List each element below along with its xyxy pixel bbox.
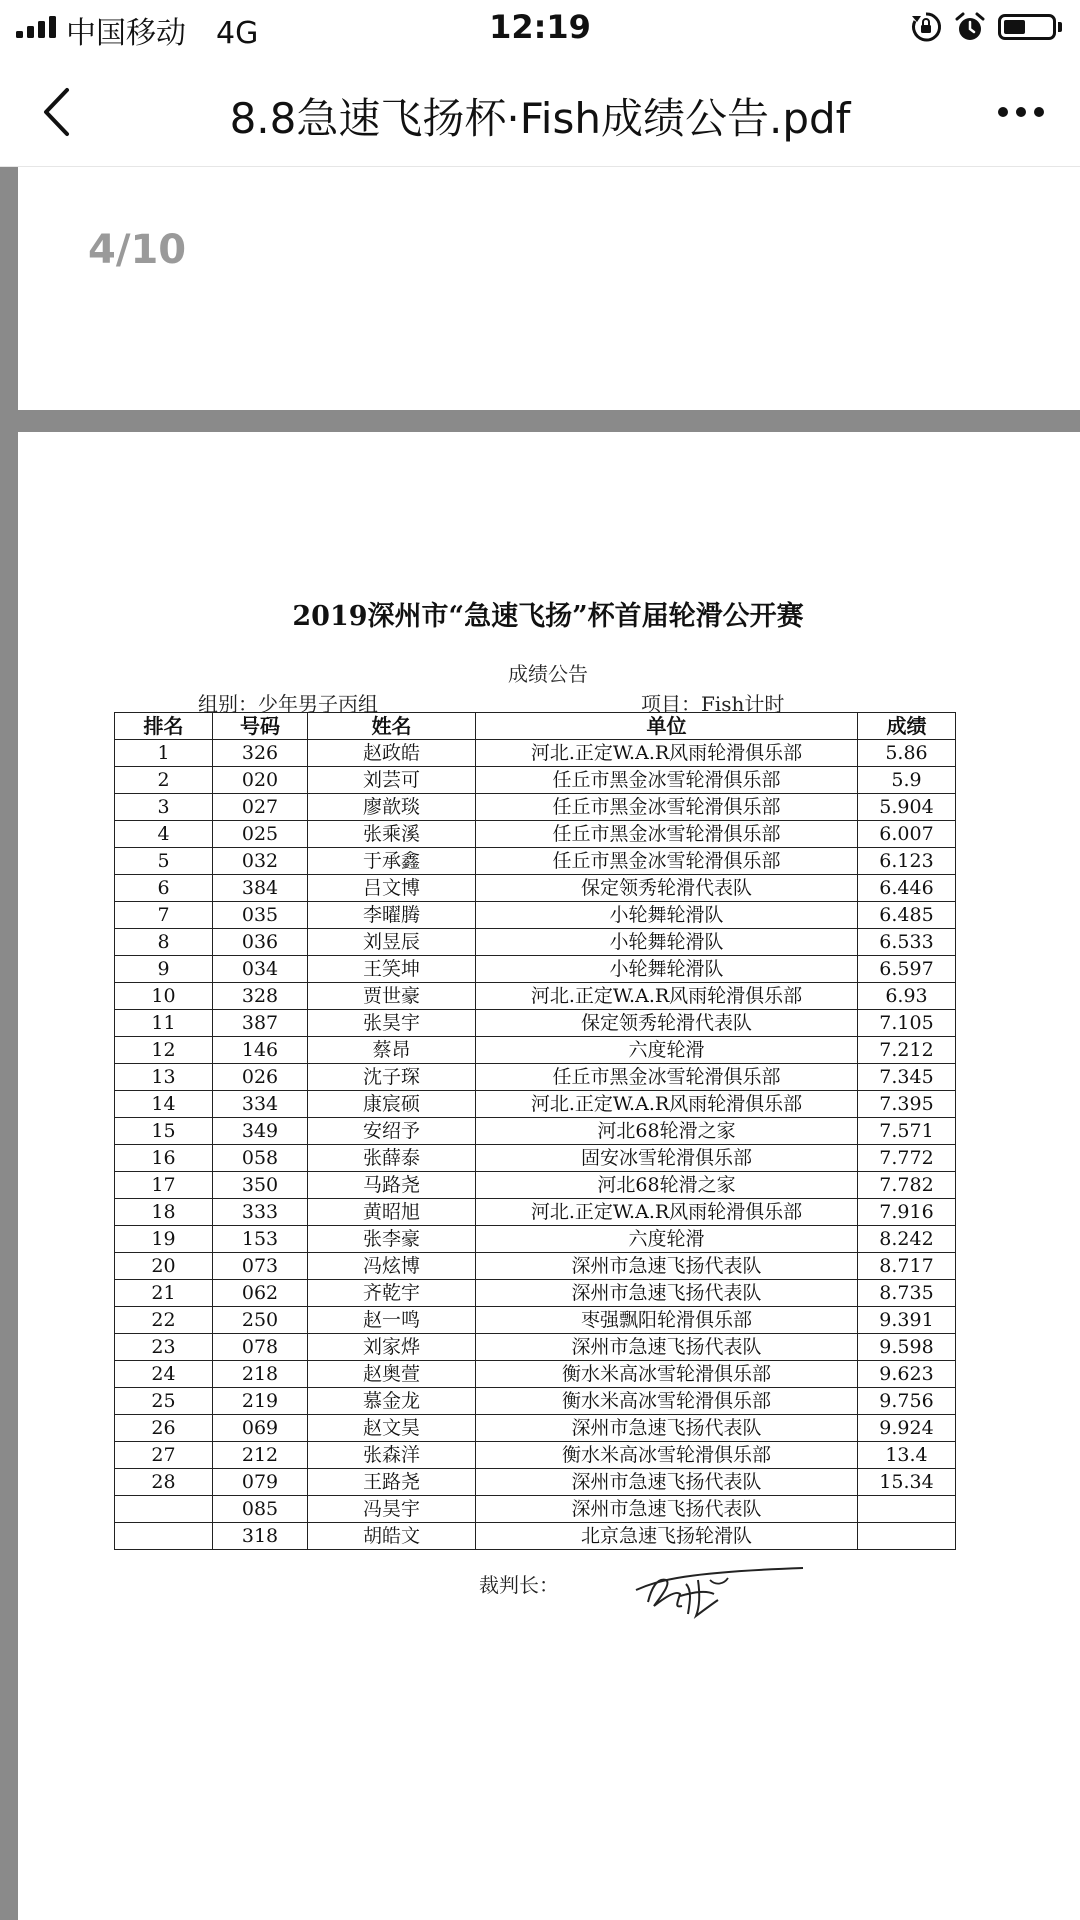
table-row	[115, 1118, 956, 1145]
cell-name: 冯炫博	[308, 1253, 476, 1280]
cell-score: 8.735	[858, 1280, 956, 1307]
table-row	[115, 1253, 956, 1280]
table-header-row	[115, 713, 956, 740]
cell-name: 马路尧	[308, 1172, 476, 1199]
cell-unit: 衡水米高冰雪轮滑俱乐部	[476, 1361, 858, 1388]
cell-number: 025	[213, 821, 308, 848]
cell-unit: 河北68轮滑之家	[476, 1118, 858, 1145]
pdf-page	[18, 432, 1080, 1920]
more-dot-icon	[1034, 107, 1044, 117]
cell-rank: 10	[115, 983, 213, 1010]
cell-score: 8.242	[858, 1226, 956, 1253]
cell-score: 9.924	[858, 1415, 956, 1442]
cell-unit: 枣强飘阳轮滑俱乐部	[476, 1307, 858, 1334]
previous-page	[18, 167, 1080, 410]
cell-score: 6.485	[858, 902, 956, 929]
cell-unit: 任丘市黑金冰雪轮滑俱乐部	[476, 767, 858, 794]
cell-rank: 14	[115, 1091, 213, 1118]
cell-unit: 深州市急速飞扬代表队	[476, 1253, 858, 1280]
cell-rank: 16	[115, 1145, 213, 1172]
cell-number: 384	[213, 875, 308, 902]
cell-number: 250	[213, 1307, 308, 1334]
cell-unit: 深州市急速飞扬代表队	[476, 1415, 858, 1442]
table-row	[115, 902, 956, 929]
judge-label: 裁判长：	[479, 1573, 559, 1597]
table-row	[115, 794, 956, 821]
cell-number: 035	[213, 902, 308, 929]
cell-unit: 河北.正定W.A.R风雨轮滑俱乐部	[476, 983, 858, 1010]
cell-name: 于承鑫	[308, 848, 476, 875]
cell-rank: 27	[115, 1442, 213, 1469]
cell-score: 7.212	[858, 1037, 956, 1064]
cell-score: 9.391	[858, 1307, 956, 1334]
chevron-left-icon	[41, 87, 71, 137]
cell-number: 085	[213, 1496, 308, 1523]
table-row	[115, 983, 956, 1010]
more-dot-icon	[998, 107, 1008, 117]
cell-rank: 28	[115, 1469, 213, 1496]
cell-score: 9.623	[858, 1361, 956, 1388]
cell-rank: 2	[115, 767, 213, 794]
cell-name: 刘昱辰	[308, 929, 476, 956]
cell-name: 沈子琛	[308, 1064, 476, 1091]
cell-number: 349	[213, 1118, 308, 1145]
header-rank: 排名	[115, 713, 213, 740]
cell-score: 7.571	[858, 1118, 956, 1145]
status-time: 12:19	[489, 8, 591, 46]
table-row	[115, 1388, 956, 1415]
cell-number: 218	[213, 1361, 308, 1388]
cell-score: 6.446	[858, 875, 956, 902]
cell-rank: 11	[115, 1010, 213, 1037]
cell-score: 5.9	[858, 767, 956, 794]
more-dot-icon	[1016, 107, 1026, 117]
cell-name: 张乘溪	[308, 821, 476, 848]
cell-score	[858, 1496, 956, 1523]
cell-rank: 25	[115, 1388, 213, 1415]
battery-tip	[1058, 22, 1062, 32]
cell-unit: 保定领秀轮滑代表队	[476, 1010, 858, 1037]
table-row	[115, 848, 956, 875]
nav-bar	[0, 56, 1080, 167]
cell-name: 刘家烨	[308, 1334, 476, 1361]
cell-name: 张李豪	[308, 1226, 476, 1253]
table-row	[115, 1415, 956, 1442]
cell-number: 328	[213, 983, 308, 1010]
header-unit: 单位	[476, 713, 858, 740]
table-row	[115, 929, 956, 956]
table-row	[115, 1361, 956, 1388]
cell-score: 7.105	[858, 1010, 956, 1037]
cell-score: 6.533	[858, 929, 956, 956]
cell-unit: 六度轮滑	[476, 1226, 858, 1253]
cell-rank: 13	[115, 1064, 213, 1091]
table-row	[115, 1199, 956, 1226]
cell-name: 贾世豪	[308, 983, 476, 1010]
cell-number: 058	[213, 1145, 308, 1172]
document-title: 8.8急速飞扬杯·Fish成绩公告.pdf	[229, 94, 851, 143]
cell-score: 6.007	[858, 821, 956, 848]
battery-level-fill	[1004, 20, 1025, 34]
cell-name: 安绍予	[308, 1118, 476, 1145]
table-row	[115, 1280, 956, 1307]
cell-number: 219	[213, 1388, 308, 1415]
rotation-lock-icon	[910, 11, 942, 43]
cell-score	[858, 1523, 956, 1550]
cell-name: 张薛泰	[308, 1145, 476, 1172]
cell-name: 王路尧	[308, 1469, 476, 1496]
cell-score: 6.597	[858, 956, 956, 983]
event-label: 项目：Fish计时	[641, 692, 785, 716]
table-row	[115, 1469, 956, 1496]
cell-unit: 小轮舞轮滑队	[476, 956, 858, 983]
cell-rank	[115, 1523, 213, 1550]
cell-name: 慕金龙	[308, 1388, 476, 1415]
cell-name: 李曜腾	[308, 902, 476, 929]
header-number: 号码	[213, 713, 308, 740]
cell-unit: 小轮舞轮滑队	[476, 902, 858, 929]
table-row	[115, 956, 956, 983]
page-indicator: 4/10	[88, 227, 187, 273]
cell-name: 廖歆琰	[308, 794, 476, 821]
cell-rank: 3	[115, 794, 213, 821]
status-bar	[0, 0, 1080, 56]
cell-score: 7.395	[858, 1091, 956, 1118]
cell-rank: 21	[115, 1280, 213, 1307]
cell-rank: 23	[115, 1334, 213, 1361]
table-row	[115, 1091, 956, 1118]
cell-number: 333	[213, 1199, 308, 1226]
cell-name: 赵一鸣	[308, 1307, 476, 1334]
cell-rank: 26	[115, 1415, 213, 1442]
cell-score: 7.916	[858, 1199, 956, 1226]
cell-rank	[115, 1496, 213, 1523]
cell-rank: 17	[115, 1172, 213, 1199]
cell-score: 7.345	[858, 1064, 956, 1091]
cell-unit: 任丘市黑金冰雪轮滑俱乐部	[476, 821, 858, 848]
cell-score: 13.4	[858, 1442, 956, 1469]
cell-rank: 15	[115, 1118, 213, 1145]
cell-rank: 22	[115, 1307, 213, 1334]
cell-number: 073	[213, 1253, 308, 1280]
judge-signature	[628, 1550, 808, 1620]
cell-name: 王笑坤	[308, 956, 476, 983]
cell-unit: 河北.正定W.A.R风雨轮滑俱乐部	[476, 1199, 858, 1226]
cell-number: 062	[213, 1280, 308, 1307]
carrier-name: 中国移动	[66, 16, 186, 51]
cell-unit: 六度轮滑	[476, 1037, 858, 1064]
cell-number: 032	[213, 848, 308, 875]
table-row	[115, 1334, 956, 1361]
cell-unit: 小轮舞轮滑队	[476, 929, 858, 956]
table-row	[115, 1496, 956, 1523]
cell-rank: 9	[115, 956, 213, 983]
cell-name: 赵政皓	[308, 740, 476, 767]
cell-name: 赵文昊	[308, 1415, 476, 1442]
table-row	[115, 1442, 956, 1469]
cell-score: 15.34	[858, 1469, 956, 1496]
cell-name: 蔡昂	[308, 1037, 476, 1064]
pdf-viewer[interactable]	[0, 167, 1080, 1920]
table-row	[115, 1523, 956, 1550]
table-row	[115, 1010, 956, 1037]
cell-rank: 18	[115, 1199, 213, 1226]
alarm-icon	[954, 11, 986, 43]
cell-rank: 1	[115, 740, 213, 767]
cell-rank: 19	[115, 1226, 213, 1253]
more-options-button[interactable]	[986, 80, 1056, 144]
cell-number: 069	[213, 1415, 308, 1442]
table-row	[115, 1172, 956, 1199]
cell-rank: 24	[115, 1361, 213, 1388]
doc-title: 2019深州市“急速飞扬”杯首届轮滑公开赛	[292, 601, 804, 632]
cell-rank: 4	[115, 821, 213, 848]
cell-unit: 河北.正定W.A.R风雨轮滑俱乐部	[476, 1091, 858, 1118]
cell-name: 张森洋	[308, 1442, 476, 1469]
table-row	[115, 1226, 956, 1253]
cell-number: 027	[213, 794, 308, 821]
cell-unit: 深州市急速飞扬代表队	[476, 1469, 858, 1496]
back-button[interactable]	[26, 80, 86, 144]
cell-number: 146	[213, 1037, 308, 1064]
cell-name: 刘芸可	[308, 767, 476, 794]
group-label: 组别：少年男子丙组	[198, 692, 378, 716]
cell-score: 5.86	[858, 740, 956, 767]
cell-number: 387	[213, 1010, 308, 1037]
header-name: 姓名	[308, 713, 476, 740]
cell-unit: 任丘市黑金冰雪轮滑俱乐部	[476, 848, 858, 875]
cell-unit: 固安冰雪轮滑俱乐部	[476, 1145, 858, 1172]
cell-score: 8.717	[858, 1253, 956, 1280]
doc-subtitle: 成绩公告	[508, 662, 588, 686]
cell-name: 吕文博	[308, 875, 476, 902]
results-table	[114, 712, 956, 1550]
cell-number: 020	[213, 767, 308, 794]
cell-score: 5.904	[858, 794, 956, 821]
battery-icon	[998, 14, 1056, 40]
cell-rank: 6	[115, 875, 213, 902]
cell-name: 胡皓文	[308, 1523, 476, 1550]
table-row	[115, 1145, 956, 1172]
cell-number: 153	[213, 1226, 308, 1253]
cell-number: 078	[213, 1334, 308, 1361]
cell-score: 6.123	[858, 848, 956, 875]
cell-unit: 河北68轮滑之家	[476, 1172, 858, 1199]
cell-score: 7.782	[858, 1172, 956, 1199]
table-row	[115, 767, 956, 794]
cell-unit: 衡水米高冰雪轮滑俱乐部	[476, 1442, 858, 1469]
cell-name: 张昊宇	[308, 1010, 476, 1037]
cell-number: 326	[213, 740, 308, 767]
table-row	[115, 875, 956, 902]
cell-number: 212	[213, 1442, 308, 1469]
cell-score: 9.756	[858, 1388, 956, 1415]
cell-unit: 衡水米高冰雪轮滑俱乐部	[476, 1388, 858, 1415]
cell-unit: 任丘市黑金冰雪轮滑俱乐部	[476, 794, 858, 821]
cell-name: 黄昭旭	[308, 1199, 476, 1226]
cell-score: 6.93	[858, 983, 956, 1010]
cell-number: 034	[213, 956, 308, 983]
table-row	[115, 1307, 956, 1334]
table-row	[115, 740, 956, 767]
cell-name: 冯昊宇	[308, 1496, 476, 1523]
cell-unit: 深州市急速飞扬代表队	[476, 1280, 858, 1307]
cell-rank: 8	[115, 929, 213, 956]
cell-unit: 深州市急速飞扬代表队	[476, 1334, 858, 1361]
cell-name: 赵奥萱	[308, 1361, 476, 1388]
network-type: 4G	[216, 16, 259, 51]
cell-name: 康宸硕	[308, 1091, 476, 1118]
cell-unit: 任丘市黑金冰雪轮滑俱乐部	[476, 1064, 858, 1091]
header-score: 成绩	[858, 713, 956, 740]
cell-rank: 7	[115, 902, 213, 929]
cell-number: 036	[213, 929, 308, 956]
cell-number: 318	[213, 1523, 308, 1550]
cell-number: 350	[213, 1172, 308, 1199]
cell-score: 7.772	[858, 1145, 956, 1172]
cell-number: 334	[213, 1091, 308, 1118]
cell-unit: 保定领秀轮滑代表队	[476, 875, 858, 902]
cell-rank: 12	[115, 1037, 213, 1064]
cell-number: 079	[213, 1469, 308, 1496]
status-icons	[910, 10, 1062, 44]
table-row	[115, 821, 956, 848]
cell-score: 9.598	[858, 1334, 956, 1361]
table-row	[115, 1037, 956, 1064]
cell-rank: 5	[115, 848, 213, 875]
cell-rank: 20	[115, 1253, 213, 1280]
table-row	[115, 1064, 956, 1091]
cell-name: 齐乾宇	[308, 1280, 476, 1307]
results-body	[115, 740, 956, 1550]
cell-unit: 北京急速飞扬轮滑队	[476, 1523, 858, 1550]
cell-unit: 深州市急速飞扬代表队	[476, 1496, 858, 1523]
cell-unit: 河北.正定W.A.R风雨轮滑俱乐部	[476, 740, 858, 767]
cell-number: 026	[213, 1064, 308, 1091]
